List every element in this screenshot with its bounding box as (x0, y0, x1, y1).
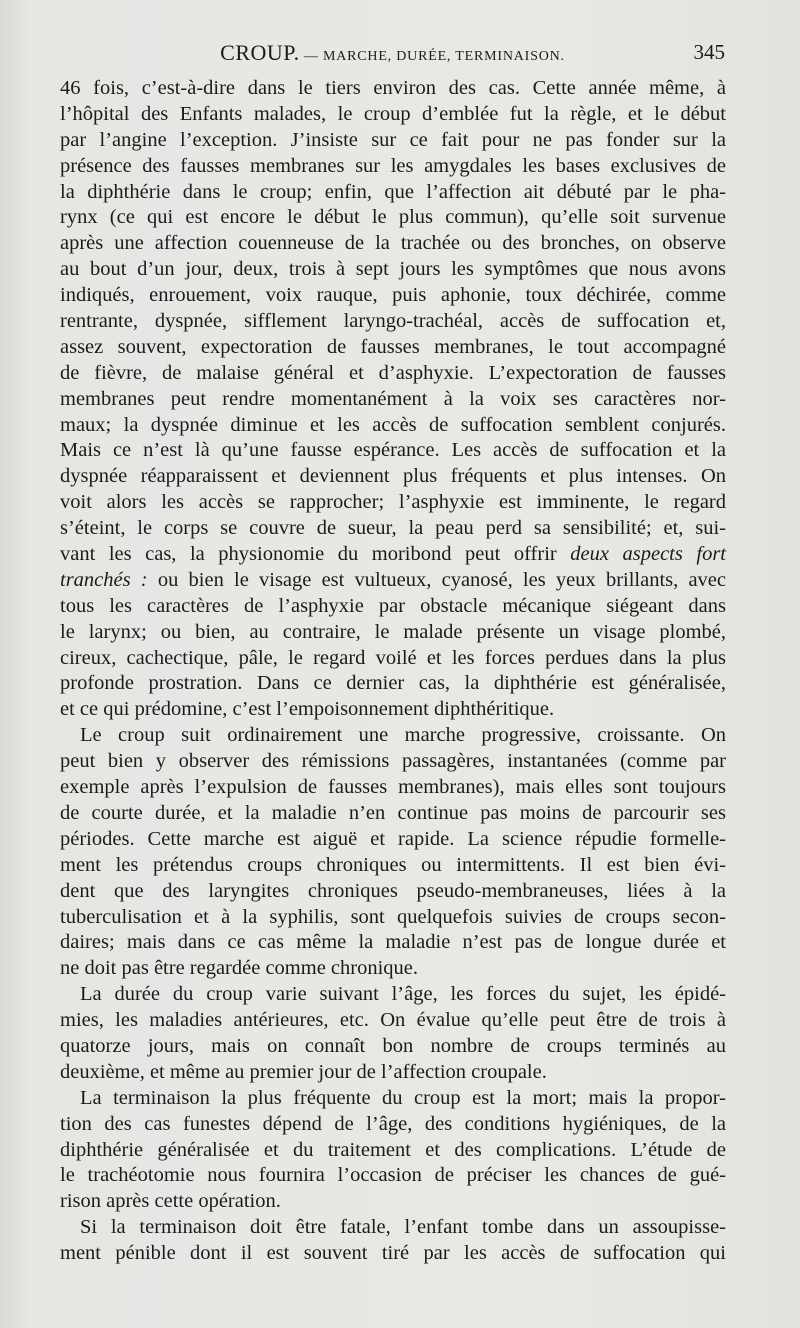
text-line-mixed (60, 568, 726, 594)
text-line: Mais ce n’est là qu’une fausse espérance. Les accès de suffocation et la (60, 439, 726, 462)
text-segment: vant les cas, la physionomie du moribond peut offrir (60, 543, 557, 566)
text-line: et ce qui prédomine, c’est l’empoisonnement diphthéritique. (60, 698, 555, 721)
page-number: 345 (693, 40, 725, 64)
text-line: La durée du croup varie suivant l’âge, les forces du sujet, les épidé- (80, 983, 726, 1006)
text-line: deuxième, et même au premier jour de l’affection croupale. (60, 1060, 547, 1083)
running-title-main: CROUP. (220, 40, 300, 65)
text-line: daires; mais dans ce cas même la maladie n’est pas de longue durée et (60, 931, 726, 954)
text-line: exemple après l’expulsion de fausses membranes), mais elles sont toujours (60, 776, 726, 799)
text-line: membranes peut rendre momentanément à la voix ses caractères nor- (60, 387, 726, 410)
body-text (60, 76, 726, 1267)
text-line: profonde prostration. Dans ce dernier cas, la diphthérie est généralisée, (60, 672, 726, 695)
text-line: quatorze jours, mais on connaît bon nombre de croups terminés au (60, 1034, 726, 1057)
text-line: après une affection couenneuse de la trachée ou des bronches, on observe (60, 232, 726, 255)
text-line: tous les caractères de l’asphyxie par obstacle mécanique siégeant dans (60, 594, 726, 617)
italic-phrase: deux aspects fort (570, 543, 726, 566)
italic-phrase: tranchés : (60, 568, 148, 591)
text-line: rison après cette opération. (60, 1190, 281, 1213)
text-line: périodes. Cette marche est aiguë et rapide. La science répudie formelle- (60, 827, 726, 850)
text-line: dyspnée réapparaissent et deviennent plus fréquents et plus intenses. On (60, 465, 726, 488)
text-line: rentrante, dyspnée, sifflement laryngo-trachéal, accès de suffocation et, (60, 310, 726, 333)
text-line: dent que des laryngites chroniques pseudo-membraneuses, liées à la (60, 879, 726, 902)
text-line: ment pénible dont il est souvent tiré par les accès de suffocation qui (60, 1242, 726, 1265)
text-line: ne doit pas être regardée comme chronique. (60, 957, 419, 980)
running-title (60, 40, 725, 66)
text-line: s’éteint, le corps se couvre de sueur, la peau perd sa sensibilité; et, sui- (60, 517, 726, 540)
text-line: Le croup suit ordinairement une marche progressive, croissante. On (80, 724, 726, 747)
text-line: 46 fois, c’est-à-dire dans le tiers environ des cas. Cette année même, à (60, 77, 726, 99)
text-segment: ou bien le visage est vultueux, cyanosé, les yeux brillants, avec (157, 568, 726, 591)
text-line: la diphthérie dans le croup; enfin, que l’affection ait débuté par le pha- (60, 180, 726, 203)
text-line: peut bien y observer des rémissions passagères, instantanées (comme par (60, 750, 726, 773)
text-line-mixed (60, 542, 726, 568)
text-line: ment les prétendus croups chroniques ou intermittents. Il est bien évi- (60, 853, 726, 876)
text-line: cireux, cachectique, pâle, le regard voilé et les forces perdues dans la plus (60, 646, 726, 669)
running-title-rest: — MARCHE, DURÉE, TERMINAISON. (299, 49, 565, 64)
text-line: l’hôpital des Enfants malades, le croup d’emblée fut la règle, et le début (60, 102, 726, 125)
running-header (60, 40, 725, 74)
text-line: le larynx; ou bien, au contraire, le malade présente un visage plombé, (60, 620, 726, 643)
text-line: rynx (ce qui est encore le début le plus commun), qu’elle soit survenue (60, 206, 726, 229)
text-line: La terminaison la plus fréquente du croup est la mort; mais la propor- (80, 1086, 726, 1109)
text-line: assez souvent, expectoration de fausses membranes, le tout accompagné (60, 335, 726, 358)
text-line: diphthérie généralisée et du traitement et des complications. L’étude de (60, 1138, 726, 1161)
text-line: au bout d’un jour, deux, trois à sept jours les symptômes que nous avons (60, 258, 726, 281)
text-line: voit alors les accès se rapprocher; l’asphyxie est imminente, le regard (60, 491, 726, 514)
text-line: le trachéotomie nous fournira l’occasion de préciser les chances de gué- (60, 1164, 726, 1187)
text-line: tuberculisation et à la syphilis, sont quelquefois suivies de croups secon- (60, 905, 726, 928)
text-line: Si la terminaison doit être fatale, l’enfant tombe dans un assoupisse- (80, 1216, 726, 1239)
text-line: maux; la dyspnée diminue et les accès de suffocation semblent conjurés. (60, 413, 726, 436)
text-line: tion des cas funestes dépend de l’âge, des conditions hygiéniques, de la (60, 1112, 726, 1135)
text-line: de courte durée, et la maladie n’en continue pas moins de parcourir ses (60, 801, 726, 824)
text-line: mies, les maladies antérieures, etc. On évalue qu’elle peut être de trois à (60, 1009, 726, 1032)
text-line: de fièvre, de malaise général et d’asphyxie. L’expectoration de fausses (60, 361, 726, 384)
text-line: par l’angine l’exception. J’insiste sur ce fait pour ne pas fonder sur la (60, 128, 726, 151)
text-line: indiqués, enrouement, voix rauque, puis aphonie, toux déchirée, comme (60, 284, 726, 307)
text-line: présence des fausses membranes sur les amygdales les bases exclusives de (60, 154, 726, 177)
